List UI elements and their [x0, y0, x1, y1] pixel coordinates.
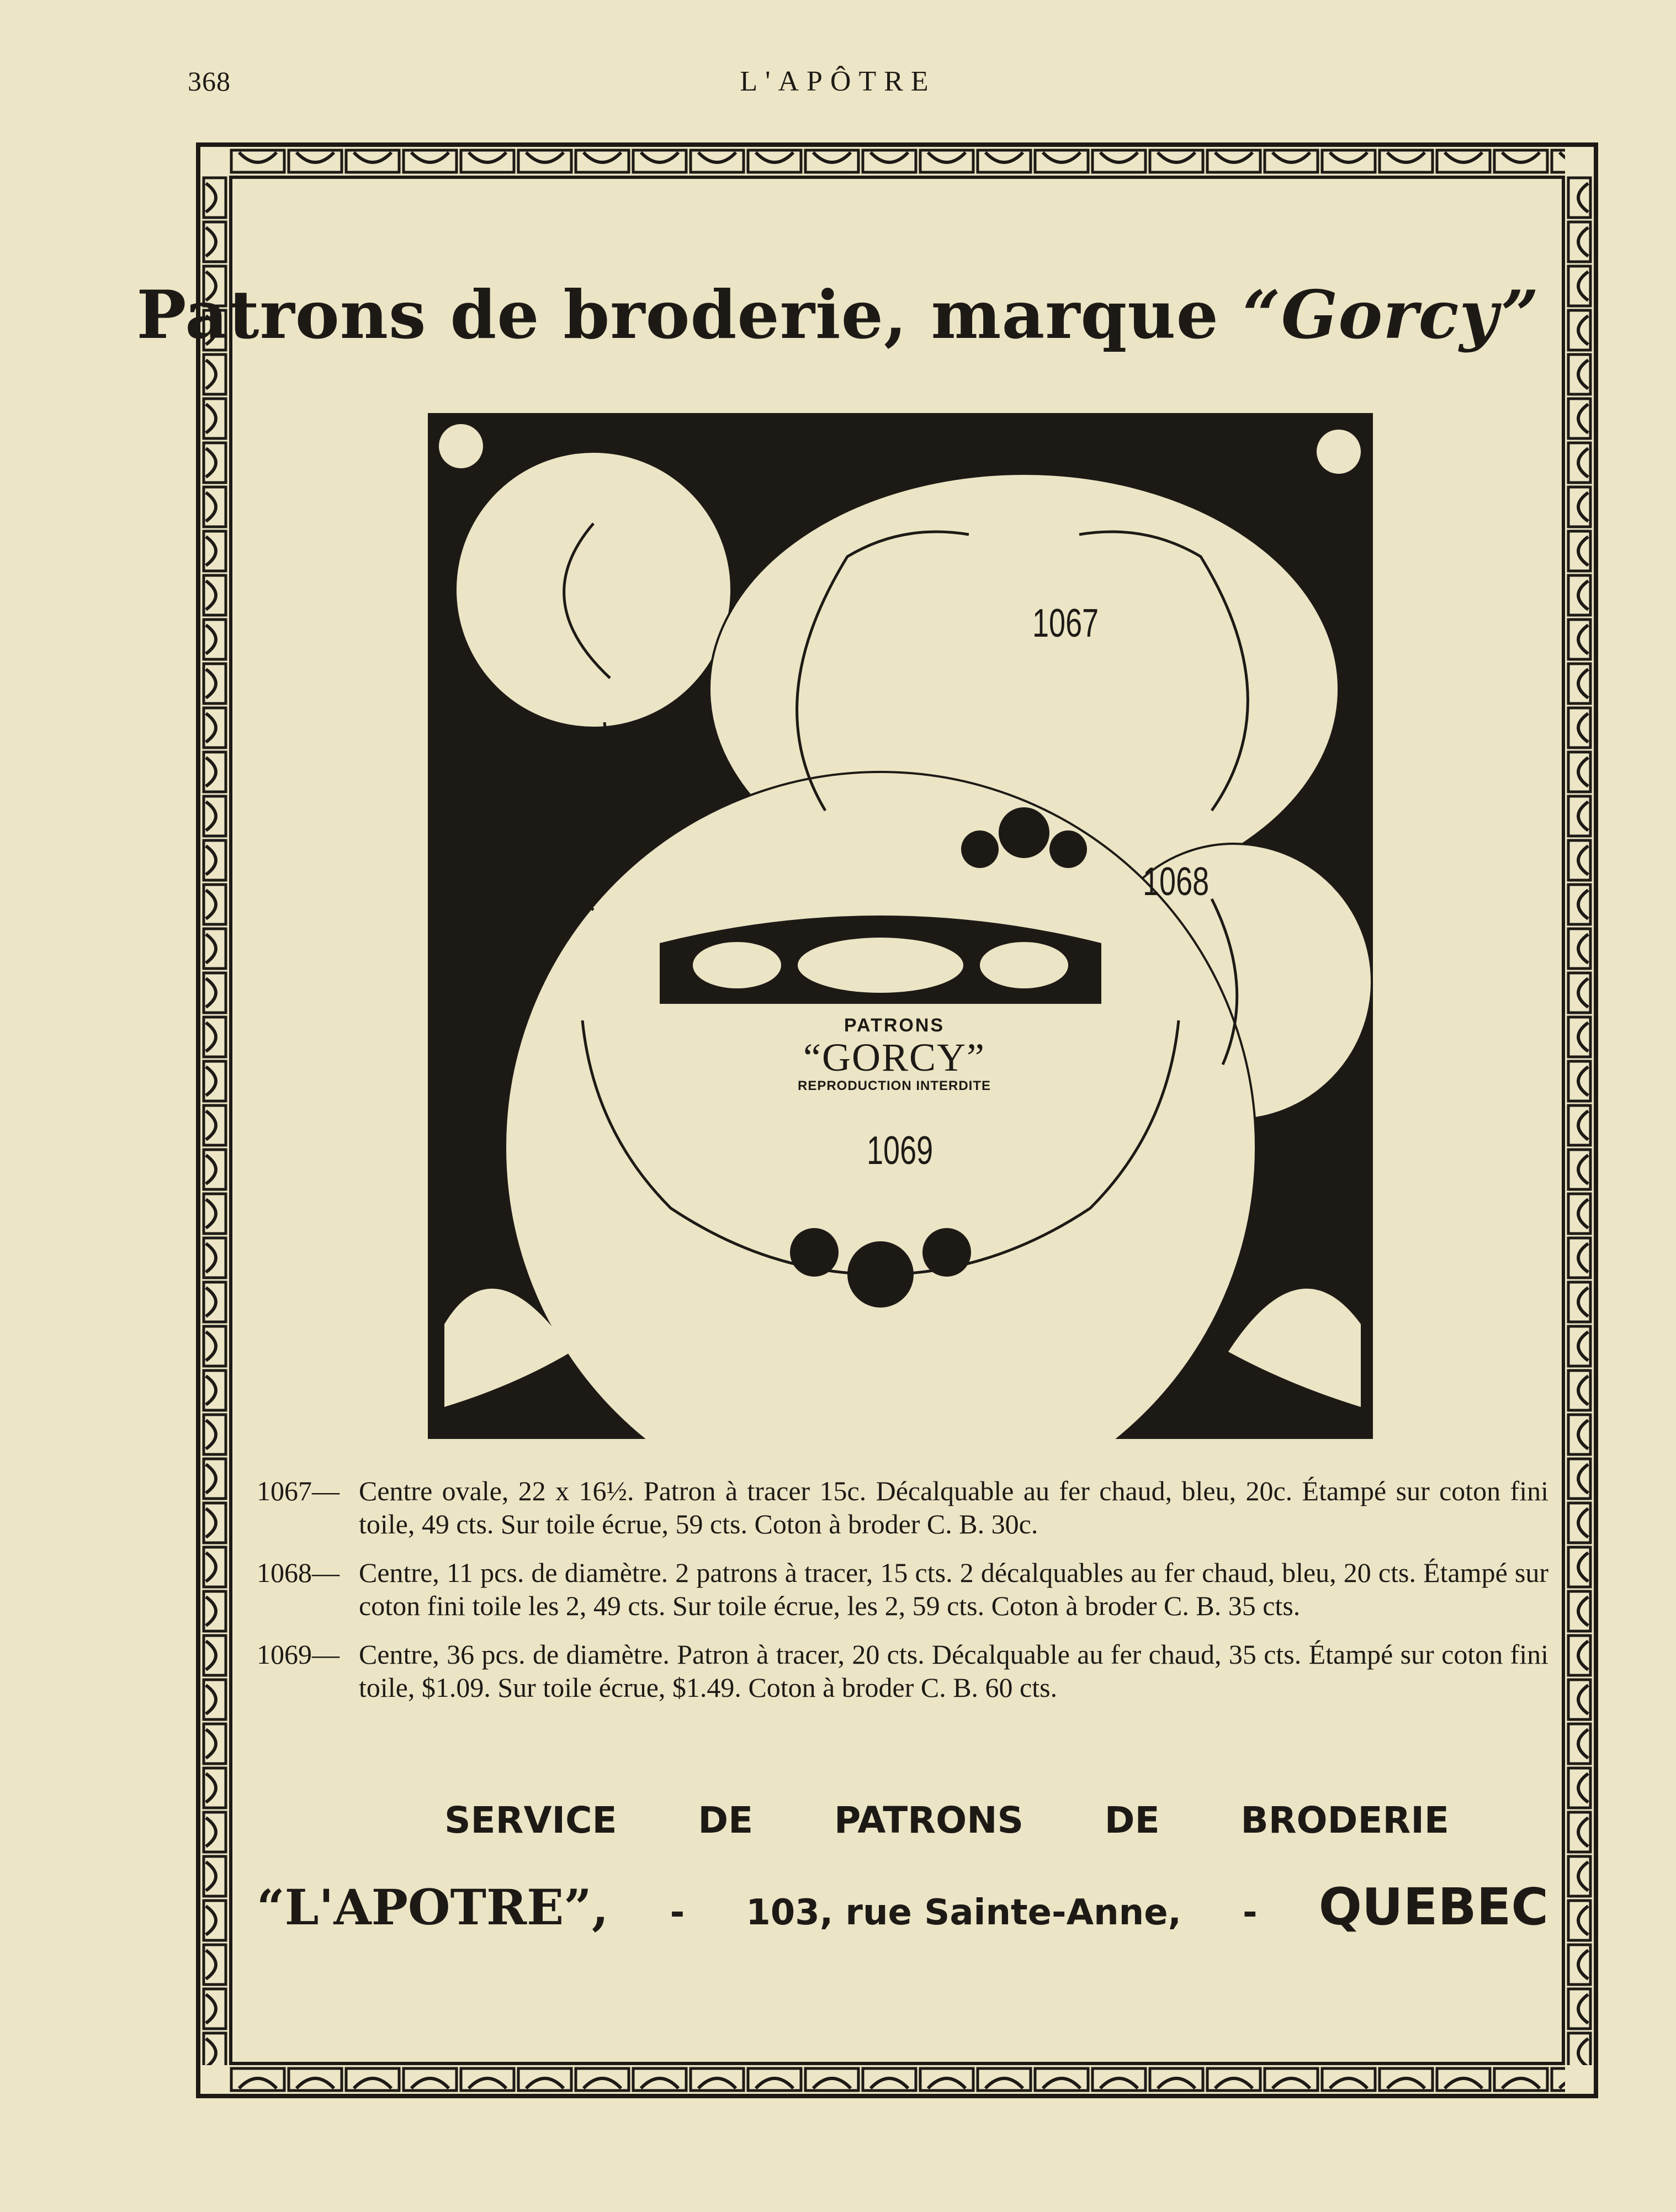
- dash: -: [670, 1892, 685, 1933]
- patrons-stamp: [784, 1015, 1005, 1094]
- item-code: 1067—: [257, 1475, 340, 1506]
- item-description: Centre ovale, 22 x 16½. Patron à tracer 15c. Décalquable au fer chaud, bleu, 20c. Étampé sur coton fini toile, 49 cts. Sur toile écrue, 59 cts. Coton à broder C. B. 30c.: [359, 1475, 1548, 1539]
- service-word: SERVICE: [444, 1799, 617, 1841]
- publisher-address: [257, 1877, 1548, 1936]
- page-number: 368: [188, 66, 231, 97]
- service-word: PATRONS: [834, 1799, 1024, 1841]
- dash: -: [1243, 1892, 1258, 1933]
- border-right-band: [1565, 176, 1594, 2065]
- item-code: 1069—: [257, 1639, 340, 1670]
- ad-title: [0, 276, 1676, 354]
- street-address: 103, rue Sainte-Anne,: [746, 1892, 1181, 1933]
- service-word: DE: [1104, 1799, 1160, 1841]
- publisher-name: “L'APOTRE”,: [257, 1878, 609, 1936]
- pattern-number-1069: 1069: [867, 1129, 934, 1173]
- city-name: QUEBEC: [1318, 1877, 1548, 1936]
- service-word: BRODERIE: [1240, 1799, 1449, 1841]
- pattern-number-1067: 1067: [1032, 601, 1099, 645]
- list-item: [257, 1474, 1548, 1541]
- stamp-line-3: REPRODUCTION INTERDITE: [797, 1078, 991, 1093]
- stamp-line-1: PATRONS: [844, 1015, 945, 1036]
- item-description: Centre, 36 pcs. de diamètre. Patron à tracer, 20 cts. Décalquable au fer chaud, 35 cts. Étampé sur coton fini toile, $1.09. Sur toile écrue, $1.49. Coton à broder C. B. 60 cts.: [359, 1639, 1548, 1703]
- border-bottom-band: [229, 2065, 1565, 2094]
- list-item: [257, 1556, 1548, 1622]
- service-word: DE: [698, 1799, 754, 1841]
- list-item: [257, 1638, 1548, 1704]
- embroidery-illustration: [428, 413, 1373, 1439]
- item-code: 1068—: [257, 1557, 340, 1588]
- pattern-number-1068: 1068: [1143, 860, 1210, 904]
- item-description: Centre, 11 pcs. de diamètre. 2 patrons à tracer, 15 cts. 2 décalquables au fer chaud, bleu, 20 cts. Étampé sur coton fini toile les 2, 49 cts. Sur toile écrue, les 2, 59 cts. Coton à broder C. B. 35 cts.: [359, 1557, 1548, 1621]
- stamp-line-2: “GORCY”: [803, 1035, 985, 1079]
- ad-title-text: Patrons de broderie, marque: [136, 276, 1243, 354]
- service-heading: [257, 1799, 1548, 1841]
- running-head: L'APÔTRE: [740, 66, 936, 97]
- border-left-band: [200, 176, 229, 2065]
- pattern-list: [257, 1474, 1548, 1719]
- ad-title-brand: “Gorcy”: [1242, 276, 1540, 354]
- border-top-band: [229, 147, 1565, 176]
